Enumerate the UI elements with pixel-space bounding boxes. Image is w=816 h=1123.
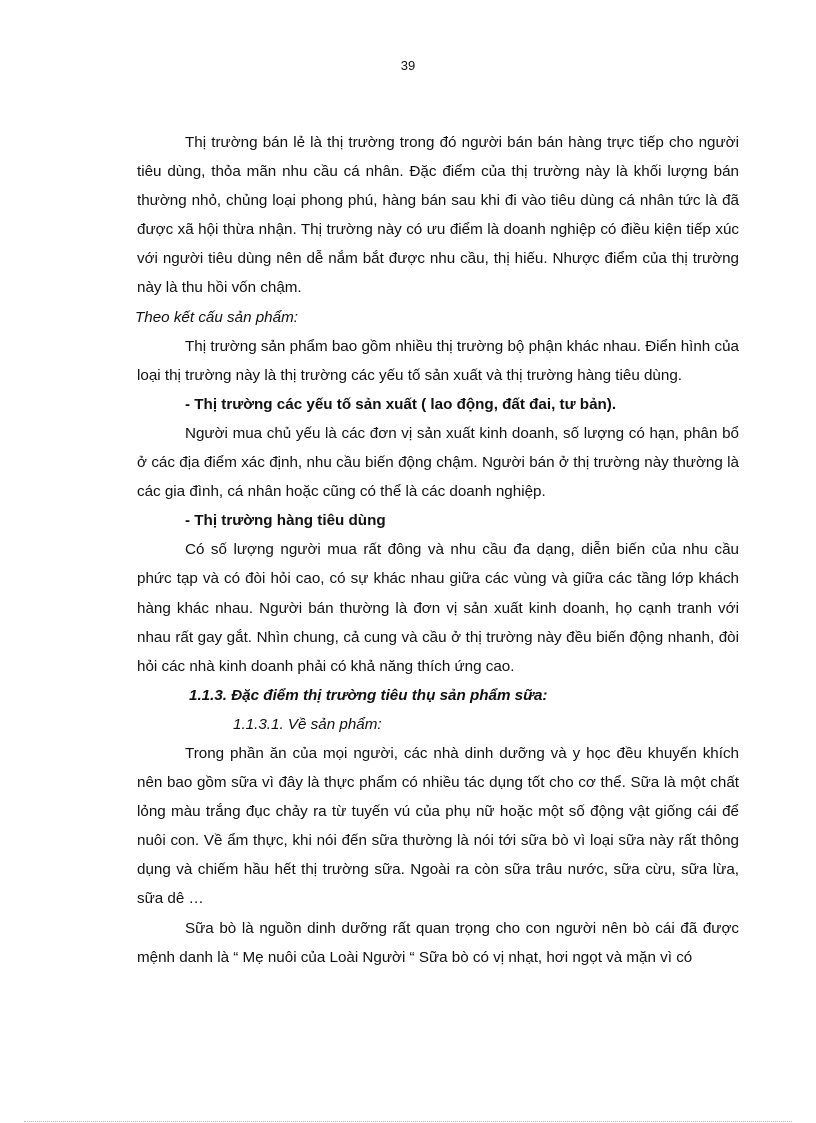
subsection-heading-1-1-3-1: 1.1.3.1. Về sản phẩm: xyxy=(233,715,382,733)
paragraph-product-market: Thị trường sản phẩm bao gồm nhiều thị trường bộ phận khác nhau. Điển hình của loại thị trường này là thị trường các yếu tố sản xuất và thị trường hàng tiêu dùng. xyxy=(137,337,739,384)
document-body xyxy=(137,128,739,972)
paragraph-retail-market: Thị trường bán lẻ là thị trường trong đó người bán bán hàng trực tiếp cho người tiêu dùng, thỏa mãn nhu cầu cá nhân. Đặc điểm của thị trường này là khối lượng bán thường nhỏ, chủng loại phong phú, hàng bán sau khi đi vào tiêu dùng cá nhân tức là đã được xã hội thừa nhận. Thị trường này có ưu điểm là doanh nghiệp có điều kiện tiếp xúc với người tiêu dùng nên dễ nắm bắt được nhu cầu, thị hiếu. Nhược điểm của thị trường này là thu hồi vốn chậm. xyxy=(137,134,739,297)
paragraph-cow-milk: Sữa bò là nguồn dinh dưỡng rất quan trọng cho con người nên bò cái đã được mệnh danh là “ Mẹ nuôi của Loài Người “ Sữa bò có vị nhạt, hơi ngọt và mặn vì có xyxy=(137,919,739,966)
heading-consumer-goods-market: - Thị trường hàng tiêu dùng xyxy=(185,512,386,530)
paragraph-production-factors: Người mua chủ yếu là các đơn vị sản xuất kinh doanh, số lượng có hạn, phân bổ ở các địa điểm xác định, nhu cầu biến động chậm. Người bán ở thị trường này thường là các gia đình, cá nhân hoặc cũng có thể là các doanh nghiệp. xyxy=(137,424,739,501)
page-number: 39 xyxy=(400,58,416,73)
page-bottom-divider xyxy=(24,1121,792,1122)
heading-product-structure: Theo kết cấu sản phẩm: xyxy=(135,308,298,326)
heading-production-factors-market: - Thị trường các yếu tố sản xuất ( lao động, đất đai, tư bản). xyxy=(185,395,617,413)
paragraph-consumer-goods: Có số lượng người mua rất đông và nhu cầu đa dạng, diễn biến của nhu cầu phức tạp và có đòi hỏi cao, có sự khác nhau giữa các vùng và giữa các tầng lớp khách hàng khác nhau. Người bán thường là đơn vị sản xuất kinh doanh, họ cạnh tranh với nhau rất gay gắt. Nhìn chung, cả cung và cầu ở thị trường này đều biến động nhanh, đòi hỏi các nhà kinh doanh phải có khả năng thích ứng cao. xyxy=(137,541,739,675)
paragraph-milk-product: Trong phần ăn của mọi người, các nhà dinh dưỡng và y học đều khuyến khích nên bao gồm sữa vì đây là thực phẩm có nhiều tác dụng tốt cho cơ thể. Sữa là một chất lỏng màu trắng đục chảy ra từ tuyến vú của phụ nữ hoặc một số động vật giống cái để nuôi con. Về ẩm thực, khi nói đến sữa thường là nói tới sữa bò vì loại sữa này rất thông dụng và chiếm hầu hết thị trường sữa. Ngoài ra còn sữa trâu nước, sữa cừu, sữa lừa, sữa dê … xyxy=(137,744,739,908)
section-heading-1-1-3: 1.1.3. Đặc điểm thị trường tiêu thụ sản phẩm sữa: xyxy=(189,686,548,704)
